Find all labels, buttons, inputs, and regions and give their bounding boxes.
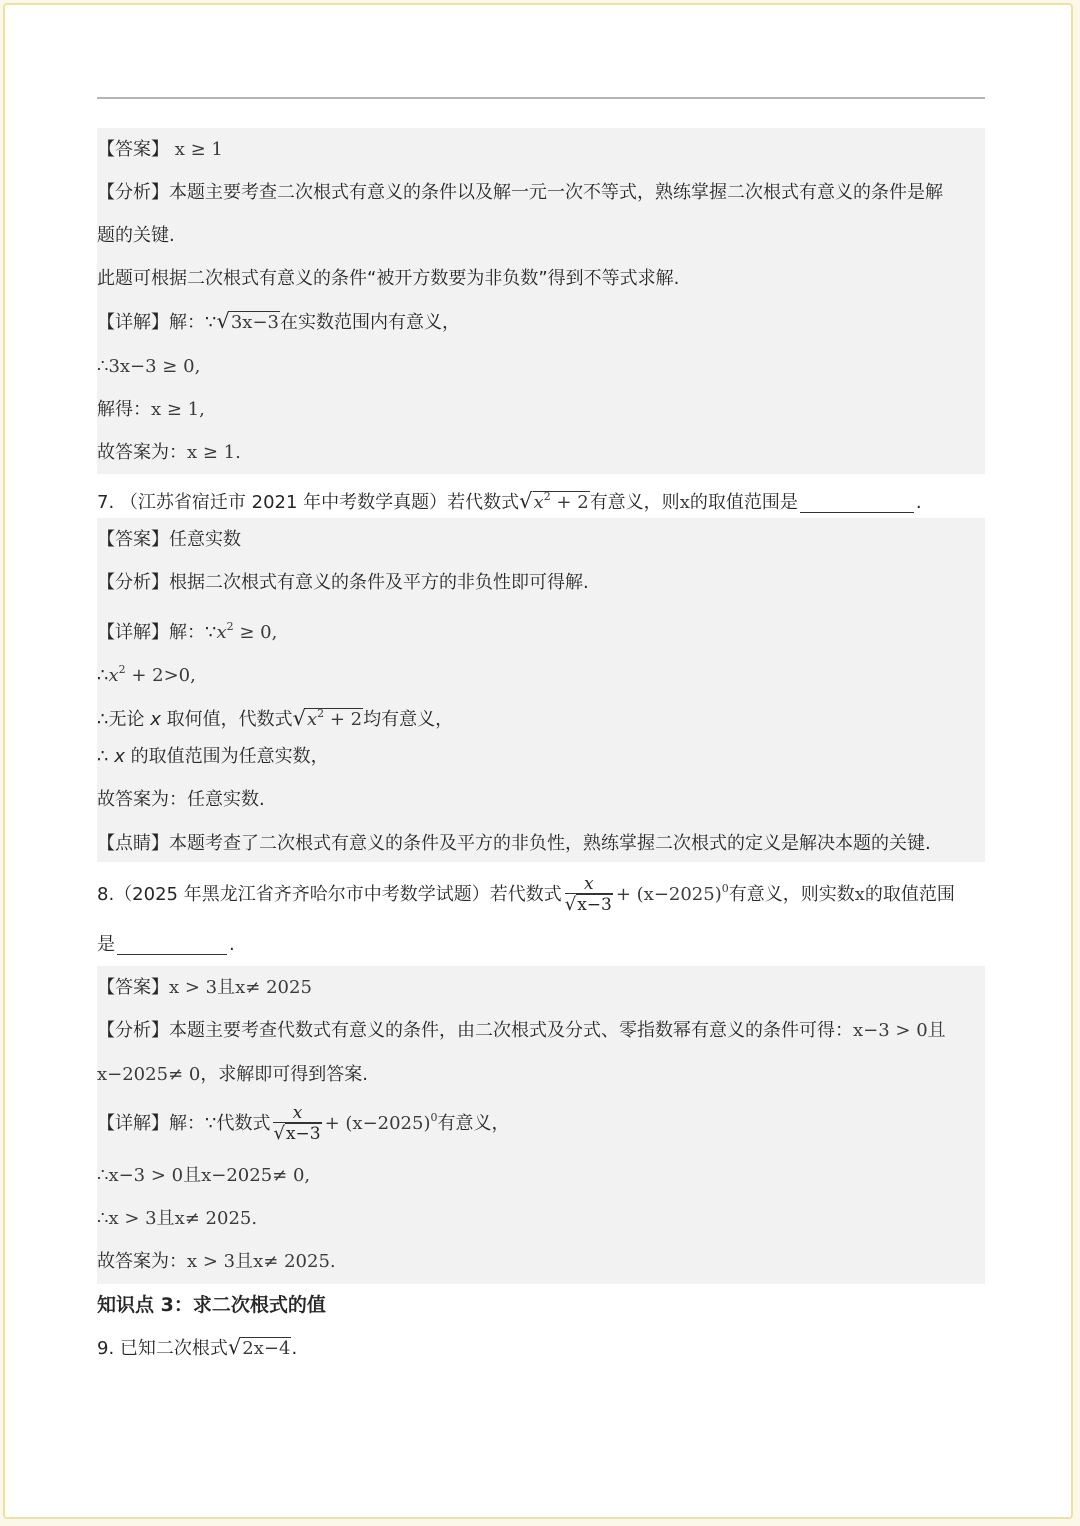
numerator: x — [583, 873, 594, 894]
answer-label: 【答案】 — [97, 529, 169, 550]
sqrt-expression — [228, 1336, 292, 1362]
step-var: x — [114, 746, 125, 767]
answer-text: 任意实数 — [169, 529, 241, 550]
stem-var: x — [679, 492, 690, 513]
step-math: $x^2 + 2>0$, — [108, 663, 196, 686]
q8-analysis-line2 — [97, 1062, 985, 1088]
final-math: x > 3且x≠ 2025. — [187, 1251, 336, 1272]
stem-suffix: 有意义，则 — [589, 492, 680, 513]
detail-suffix: 在实数范围内有意义， — [279, 312, 460, 333]
analysis-label: 【分析】 — [97, 572, 169, 593]
q6-step2 — [97, 397, 985, 423]
q6-analysis-line1 — [97, 180, 985, 206]
q6-step1: ∴3x−3 ≥ 0, — [97, 356, 201, 377]
stem-var: x — [854, 884, 865, 905]
detail-label: 【详解】 — [97, 622, 169, 643]
final-prefix: 故答案为： — [97, 1251, 187, 1272]
detail-label: 【详解】 — [97, 312, 169, 333]
q7-answer-line — [97, 527, 985, 553]
header-rule — [97, 97, 985, 99]
q8-answer-line — [97, 975, 985, 1001]
detail-label: 【详解】 — [97, 1113, 169, 1134]
numerator: x — [292, 1102, 303, 1123]
final-math: x ≥ 1. — [187, 442, 241, 463]
answer-blank[interactable] — [800, 492, 914, 513]
stem-end: . — [291, 1338, 298, 1359]
step-prefix: ∴ — [97, 665, 109, 686]
answer-label: 【答案】 — [97, 139, 169, 160]
q6-answer-line — [97, 137, 985, 163]
radical-sign: √ — [292, 706, 306, 730]
step-mid: 取何值，代数式 — [160, 709, 293, 730]
step-suffix: 均有意义， — [363, 709, 454, 730]
sqrt-expression — [519, 484, 590, 516]
stem-prefix: 7. （江苏省宿迁市 2021 年中考数学真题）若代数式 — [97, 492, 520, 513]
stem-prefix: 8.（2025 年黑龙江省齐齐哈尔市中考数学试题）若代数式 — [97, 884, 562, 905]
detail-math: + $(x-2025)^0$ — [324, 1111, 438, 1134]
section-title: 知识点 3：求二次根式的值 — [97, 1294, 326, 1316]
denominator: √x−3 — [273, 1122, 321, 1144]
q8-stem-line2 — [97, 932, 985, 958]
q7-comment — [97, 831, 985, 857]
analysis-text: 本题主要考查代数式有意义的条件，由二次根式及分式、零指数幂有意义的条件可得： — [169, 1020, 853, 1041]
denominator: √x−3 — [564, 893, 612, 915]
fraction — [565, 875, 613, 916]
stem-end: . — [915, 492, 922, 513]
q6-analysis-line2: 题的关键. — [97, 225, 175, 246]
detail-prefix: 解：∵代数式 — [169, 1113, 271, 1134]
answer-blank[interactable] — [117, 934, 227, 955]
detail-math: $x^2 \ge 0$, — [216, 620, 278, 643]
q7-step3 — [97, 744, 985, 770]
sqrt-expression — [216, 310, 280, 336]
radical-sign: √ — [227, 1335, 242, 1359]
stem-suffix2: 的取值范围 — [864, 884, 955, 905]
detail-suffix: 有意义， — [437, 1113, 510, 1134]
comment-text: 本题考查了二次根式有意义的条件及平方的非负性，熟练掌握二次根式的定义是解决本题的关键. — [169, 833, 931, 854]
stem-prefix: 9. 已知二次根式 — [97, 1338, 228, 1359]
stem-line2: 是 — [97, 934, 115, 955]
step-prefix: 解得： — [97, 399, 151, 420]
analysis-text: 根据二次根式有意义的条件及平方的非负性即可得解. — [169, 572, 589, 593]
stem-math: + $(x-2025)^0$ — [615, 882, 729, 905]
q6-final — [97, 440, 985, 466]
final-prefix: 故答案为： — [97, 442, 187, 463]
q6-analysis-line3: 此题可根据二次根式有意义的条件“被开方数要为非负数”得到不等式求解. — [97, 268, 680, 289]
analysis-text: 本题主要考查二次根式有意义的条件以及解一元一次不等式，熟练掌握二次根式有意义的条件是解 — [169, 182, 943, 203]
radicand: 3x−3 — [230, 312, 279, 333]
stem-end: . — [229, 934, 235, 955]
radical-sign: √ — [519, 489, 533, 513]
fraction — [273, 1104, 321, 1145]
q7-stem — [97, 484, 985, 516]
detail-prefix: 解：∵ — [169, 622, 217, 643]
step-math: x ≥ 1, — [151, 399, 205, 420]
step-suffix: 的取值范围为任意实数， — [124, 746, 329, 767]
analysis-math: x−3 > 0且 — [853, 1020, 946, 1041]
q8-final — [97, 1249, 985, 1275]
q7-final: 故答案为：任意实数. — [97, 789, 265, 810]
detail-prefix: 解：∵ — [169, 312, 217, 333]
q8-step1: ∴x−3 > 0且x−2025≠ 0, — [97, 1165, 311, 1186]
comment-label: 【点睛】 — [97, 833, 169, 854]
q7-detail-line — [97, 614, 985, 646]
q9-stem — [97, 1336, 985, 1362]
radical-sign: √ — [216, 309, 230, 333]
q8-stem-line1 — [97, 872, 985, 916]
stem-suffix: 有意义，则实数 — [728, 884, 855, 905]
q8-step2: ∴x > 3且x≠ 2025. — [97, 1208, 258, 1229]
q7-step1 — [97, 657, 985, 689]
answer-math: x ≥ 1 — [174, 139, 223, 160]
radicand: $x^2 + 2$ — [306, 707, 363, 730]
step-prefix: ∴无论 — [97, 709, 151, 730]
answer-label: 【答案】 — [97, 977, 169, 998]
analysis-text: ，求解即可得到答案. — [200, 1064, 369, 1085]
q7-analysis-line — [97, 570, 985, 596]
sqrt-expression — [293, 701, 364, 733]
q8-analysis-line1 — [97, 1018, 985, 1044]
q8-detail-line — [97, 1100, 985, 1145]
q7-step2 — [97, 701, 985, 733]
radicand: 2x−4 — [242, 1338, 291, 1359]
q6-detail-line — [97, 310, 985, 336]
answer-math: x > 3且x≠ 2025 — [169, 977, 312, 998]
analysis-label: 【分析】 — [97, 1020, 169, 1041]
analysis-math: x−2025≠ 0 — [97, 1064, 201, 1085]
analysis-label: 【分析】 — [97, 182, 169, 203]
step-var: x — [150, 709, 161, 730]
radicand: $x^2 + 2$ — [533, 490, 589, 513]
step-prefix: ∴ — [97, 746, 115, 767]
stem-suffix2: 的取值范围是 — [689, 492, 798, 513]
